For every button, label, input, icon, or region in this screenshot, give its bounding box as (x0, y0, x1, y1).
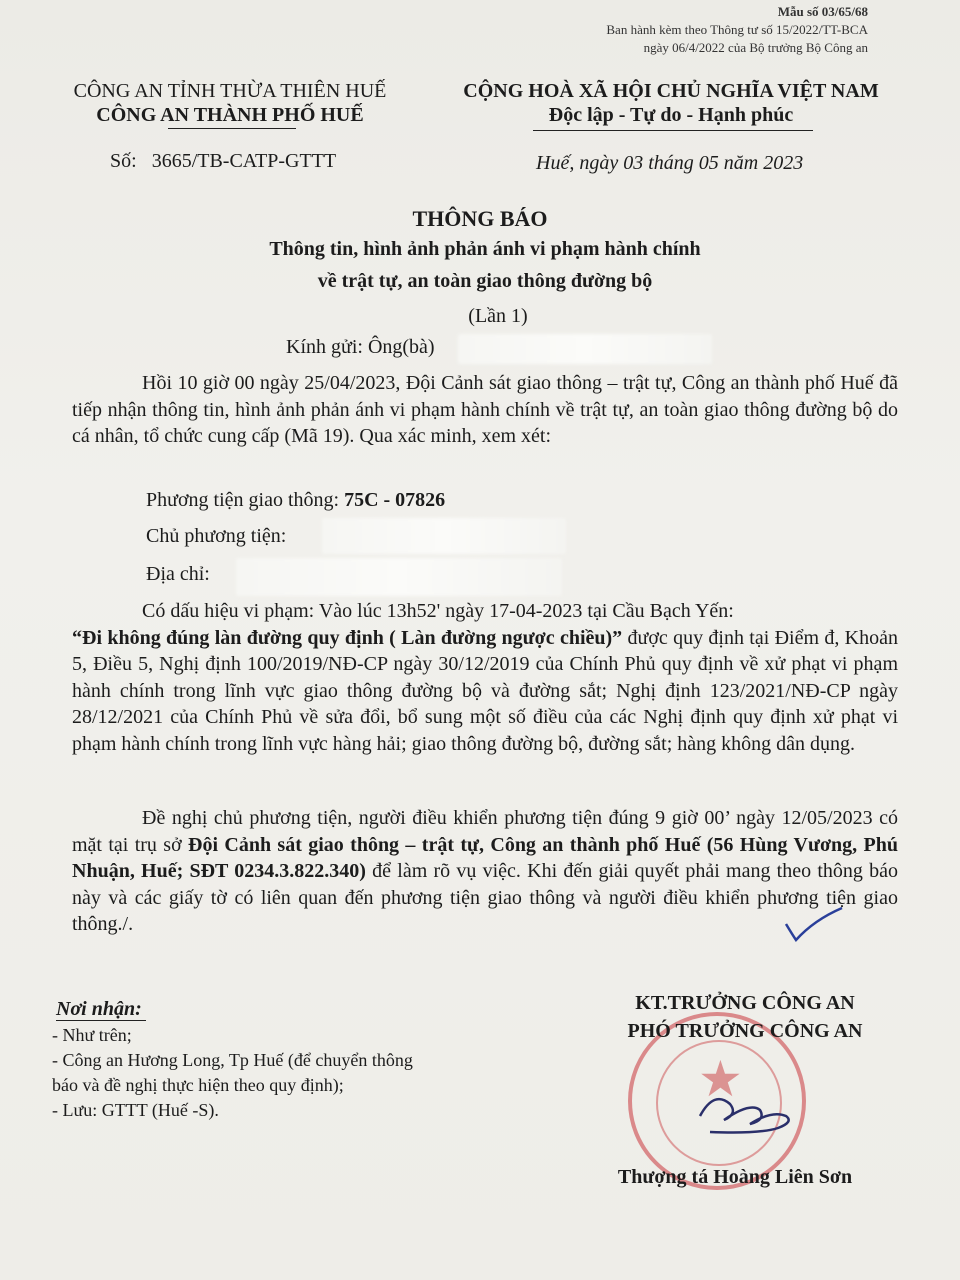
recipient-item: - Công an Hương Long, Tp Huế (để chuyển thông (52, 1050, 413, 1070)
star-icon: ★ (698, 1050, 743, 1108)
doc-title: THÔNG BÁO (412, 206, 548, 231)
doc-subtitle-2: về trật tự, an toàn giao thông đường bộ (317, 270, 653, 292)
doc-subtitle-3: (Lần 1) (468, 305, 528, 327)
nation-name: CỘNG HOÀ XÃ HỘI CHỦ NGHĨA VIỆT NAM (463, 80, 879, 102)
address-redacted (236, 558, 562, 596)
request-part1: Đề nghị chủ phương tiện, người điều khiển phương tiện đúng 9 giờ 00’ ngày 12/05/2023 có mặt tại trụ sở (72, 807, 898, 856)
owner-label: Chủ phương tiện: (146, 525, 287, 547)
recipients-underline (56, 1020, 146, 1021)
agency-name: CÔNG AN THÀNH PHỐ HUẾ (96, 104, 364, 126)
doc-number (110, 150, 336, 173)
violation-detail (72, 625, 898, 758)
check-mark-icon (780, 906, 844, 946)
signer-role-1: KT.TRƯỞNG CÔNG AN (635, 992, 855, 1014)
place-date: Huế, ngày 03 tháng 05 năm 2023 (536, 152, 804, 174)
violation-offense: “Đi không đúng làn đường quy định ( Làn đường ngược chiều)” (72, 626, 623, 649)
recipient-item: báo và đề nghị thực hiện theo quy định); (52, 1075, 344, 1095)
recipient-redacted (458, 334, 712, 364)
form-circular-date: ngày 06/4/2022 của Bộ trưởng Bộ Công an (643, 40, 868, 55)
recipient-label: Kính gửi: Ông(bà) (286, 336, 435, 358)
nation-motto: Độc lập - Tự do - Hạnh phúc (548, 104, 794, 126)
request-location: Đội Cảnh sát giao thông – trật tự, Công an thành phố Huế (56 Hùng Vương, Phú Nhuận, Huế; SĐT 0234.3.822.340) (72, 833, 898, 882)
vehicle-plate: 75C - 07826 (344, 489, 446, 511)
recipients-heading: Nơi nhận: (56, 998, 142, 1020)
vehicle-line (146, 489, 445, 512)
handwritten-signature (690, 1080, 810, 1140)
owner-redacted (322, 518, 566, 554)
request-part2: để làm rõ vụ việc. Khi đến giải quyết phải mang theo thông báo này và các giấy tờ có liên quan đến phương tiện giao thông và người điều khiển phương tiện giao thông./. (72, 860, 898, 935)
agency-underline (168, 128, 296, 129)
doc-number-value: 3665/TB-CATP-GTTT (151, 150, 337, 172)
signer-role-2: PHÓ TRƯỞNG CÔNG AN (627, 1020, 863, 1042)
motto-underline (533, 130, 813, 131)
doc-number-label: Số: (110, 150, 137, 172)
violation-paragraph (72, 598, 898, 757)
intro-paragraph: Hồi 10 giờ 00 ngày 25/04/2023, Đội Cảnh sát giao thông – trật tự, Công an thành phố Huế đã tiếp nhận thông tin, hình ảnh phản ánh vi phạm hành chính về trật tự, an toàn giao thông đường bộ do cá nhân, tổ chức cung cấp (Mã 19). Qua xác minh, xem xét: (72, 372, 898, 447)
signer-name: Thượng tá Hoàng Liên Sơn (617, 1166, 853, 1188)
violation-intro: Có dấu hiệu vi phạm: Vào lúc 13h52' ngày 17-04-2023 tại Cầu Bạch Yến: (142, 600, 734, 622)
agency-parent: CÔNG AN TỈNH THỪA THIÊN HUẾ (73, 80, 387, 102)
request-text (72, 805, 898, 938)
form-number: Mẫu số 03/65/68 (777, 4, 868, 19)
recipient-item: - Như trên; (52, 1025, 132, 1045)
vehicle-label: Phương tiện giao thông: (146, 489, 340, 511)
address-label: Địa chỉ: (146, 563, 210, 585)
request-paragraph (72, 805, 898, 938)
doc-subtitle-1: Thông tin, hình ảnh phản ánh vi phạm hành chính (269, 238, 701, 260)
form-circular: Ban hành kèm theo Thông tư số 15/2022/TT-BCA (606, 22, 868, 37)
violation-legal-basis: được quy định tại Điểm đ, Khoản 5, Điều 5, Nghị định 100/2019/NĐ-CP ngày 30/12/2019 của Chính Phủ quy định về xử phạt vi phạm hành chính trong lĩnh vực giao thông đường bộ và đường sắt; Nghị định 123/2021/NĐ-CP ngày 28/12/2021 của Chính Phủ về sửa đổi, bổ sung một số điều của các Nghị định quy định xử phạt vi phạm hành chính trong lĩnh vực hàng hải; giao thông đường bộ, đường sắt; hàng không dân dụng. (72, 626, 899, 755)
recipient-item: - Lưu: GTTT (Huế -S). (52, 1100, 219, 1120)
